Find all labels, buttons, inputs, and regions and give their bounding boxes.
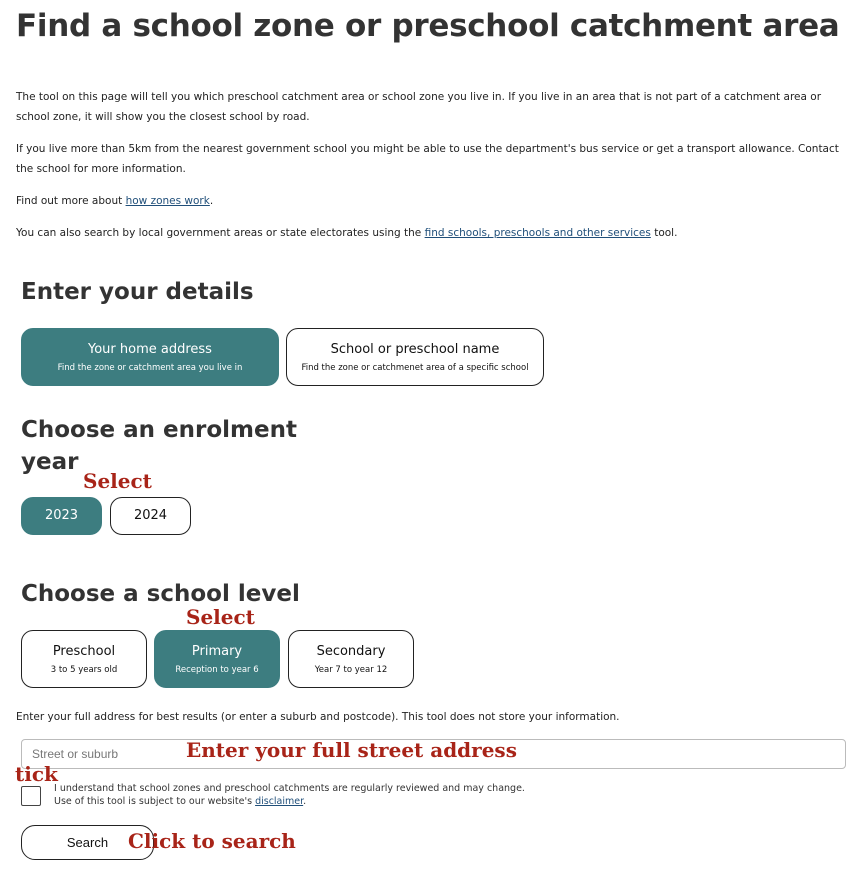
- disclaimer-prefix: Use of this tool is subject to our website's: [54, 796, 256, 807]
- select-level-annotation: Select: [186, 605, 255, 629]
- year-2023-label: 2023: [44, 508, 79, 523]
- school-name-sub: Find the zone or catchmenet area of a specific school: [301, 363, 529, 373]
- enrolment-heading-line2: year: [21, 449, 79, 475]
- disclaimer-text: [54, 782, 525, 808]
- also-prefix: You can also search by local government areas or state electorates using the: [16, 227, 425, 239]
- primary-option[interactable]: [154, 630, 280, 688]
- disclaimer-checkbox[interactable]: [21, 786, 41, 806]
- home-address-sub: Find the zone or catchment area you live in: [57, 363, 243, 373]
- year-2024-label: 2024: [133, 508, 168, 523]
- year-2024-button[interactable]: [110, 497, 191, 535]
- details-heading: Enter your details: [21, 279, 254, 305]
- search-button[interactable]: Search: [21, 825, 154, 860]
- address-instruction: Enter your full address for best results (or enter a suburb and postcode). This tool does not store your information.: [16, 711, 620, 723]
- address-annotation: Enter your full street address: [186, 738, 517, 762]
- year-2023-button[interactable]: [21, 497, 102, 535]
- disclaimer-link[interactable]: disclaimer: [255, 796, 304, 807]
- preschool-sub: 3 to 5 years old: [50, 665, 118, 675]
- secondary-sub: Year 7 to year 12: [314, 665, 388, 675]
- find-out-suffix: .: [209, 195, 214, 207]
- disclaimer-line-1: I understand that school zones and preschool catchments are regularly reviewed and may change.: [54, 783, 525, 794]
- home-address-option[interactable]: [21, 328, 279, 386]
- find-out-prefix: Find out more about: [16, 195, 126, 207]
- how-zones-work-link[interactable]: how zones work: [125, 195, 210, 207]
- preschool-label: Preschool: [52, 644, 116, 659]
- home-address-label: Your home address: [88, 342, 212, 357]
- secondary-label: Secondary: [316, 644, 386, 659]
- enrolment-heading-line1: Choose an enrolment: [21, 417, 297, 443]
- enrolment-heading: [21, 414, 297, 478]
- disclaimer-line-2: [54, 795, 525, 808]
- school-level-heading: Choose a school level: [21, 581, 300, 607]
- also-search-paragraph: [16, 223, 854, 243]
- primary-sub: Reception to year 6: [175, 665, 259, 675]
- intro-paragraph-2: If you live more than 5km from the nearest government school you might be able to use the department's bus service or get a transport allowance. Contact the school for more information.: [16, 143, 839, 175]
- school-name-label: School or preschool name: [330, 342, 500, 357]
- primary-label: Primary: [191, 644, 243, 659]
- find-schools-link[interactable]: find schools, preschools and other services: [424, 227, 651, 239]
- page-title: Find a school zone or preschool catchment area: [16, 8, 840, 44]
- preschool-option[interactable]: [21, 630, 147, 688]
- also-suffix: tool.: [650, 227, 678, 239]
- school-name-option[interactable]: [286, 328, 544, 386]
- tick-annotation: tick: [15, 762, 58, 786]
- disclaimer-suffix: .: [303, 796, 307, 807]
- click-search-annotation: Click to search: [128, 829, 296, 853]
- intro-paragraph-1: The tool on this page will tell you which preschool catchment area or school zone you live in. If you live in an area that is not part of a catchment area or school zone, it will show you the closest school by road.: [16, 91, 822, 123]
- secondary-option[interactable]: [288, 630, 414, 688]
- find-out-paragraph: [16, 191, 854, 211]
- select-year-annotation: Select: [83, 469, 152, 493]
